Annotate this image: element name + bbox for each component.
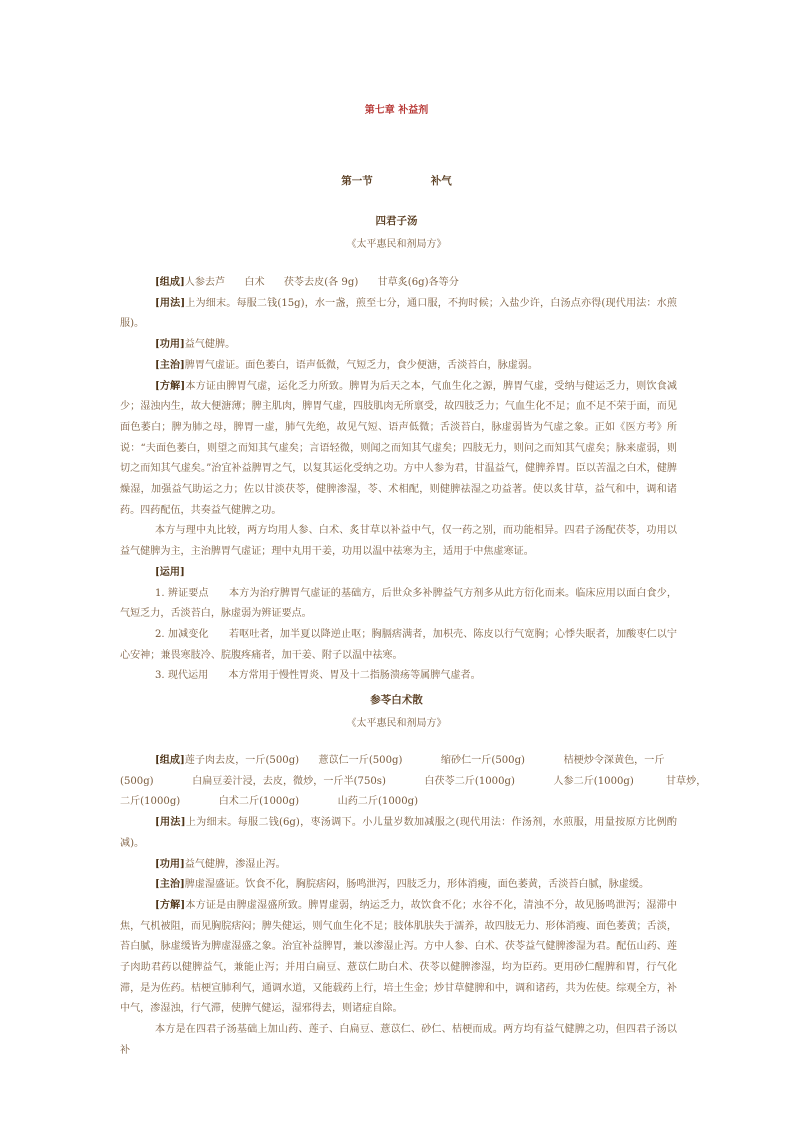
function-text: 益气健脾。	[184, 339, 236, 351]
analysis-text: 本方证由脾胃气虚，运化乏力所致。脾胃为后天之本，气血生化之源，脾胃气虚，受纳与健运乏力，则饮食减少；湿浊内生，故大便溏薄；脾主肌肉，脾胃气虚，四肢肌肉无所禀受，故四肢乏力；气血生化不足；血不足不荣于面，而见面色萎白；脾为肺之母，脾胃一虚，肺气先绝，故见气短、语声低微；舌淡苔白，脉虚弱皆为气虚之象。正如《医方考》所说：“夫面色萎白，则望之而知其气虚矣；言语轻微，则闻之而知其气虚矣；四肢无力，则问之而知其气虚矣；脉来虚弱，则切之而知其气虚矣。”治宜补益脾胃之气，以复其运化受纳之功。方中人参为君，甘温益气，健脾养胃。臣以苦温之白术，健脾燥湿，加强益气助运之力；佐以甘淡茯苓，健脾渗湿，苓、术相配，则健脾祛湿之功益著。使以炙甘草，益气和中，调和诸药。四药配伍，共奏益气健脾之功。	[120, 380, 677, 516]
formula-title: 参苓白术散	[370, 694, 423, 706]
analysis	[120, 377, 677, 522]
composition-text: 人参去芦 白术 茯苓去皮(各 9g) 甘草炙(6g)各等分	[184, 277, 459, 288]
chapter-title: 第七章 补益剂	[364, 105, 429, 116]
formula-source: 《太平惠民和剂局方》	[346, 239, 447, 250]
indication-text: 脾胃气虚证。面色萎白，语声低微，气短乏力，食少便溏，舌淡苔白，脉虚弱。	[184, 359, 539, 371]
application-head: 2. 加减变化	[155, 628, 209, 640]
indication-label: [主治]	[155, 879, 185, 891]
section-name: 补气	[430, 175, 452, 187]
composition-label: [组成]	[155, 277, 185, 288]
application-label-text: [运用]	[155, 566, 185, 578]
usage-label: [用法]	[155, 297, 186, 309]
section-heading	[0, 173, 793, 188]
composition-text: 莲子肉去皮，一斤(500g) 薏苡仁一斤(500g) 缩砂仁一斤(500g) 桔梗炒令深黄色，一斤	[184, 755, 665, 766]
indication-text: 脾虚湿盛证。饮食不化，胸脘痞闷，肠鸣泄泻，四肢乏力，形体消瘦，面色萎黄，舌淡苔白腻，脉虚缓。	[184, 879, 650, 891]
composition-line: (500g) 白扁豆姜汁浸，去皮，微炒，一斤半(750s) 白茯苓二斤(1000g) 人参二斤(1000g) 甘草炒，	[120, 775, 707, 787]
application-head: 3. 现代运用	[155, 670, 209, 682]
indication-label: [主治]	[155, 359, 185, 371]
application-text: 本方为治疗脾胃气虚证的基础方，后世众多补脾益气方剂多从此方衍化而来。临床应用以面白食少，气短乏力，舌淡苔白，脉虚弱为辨证要点。	[120, 587, 677, 620]
section-number: 第一节	[341, 175, 373, 187]
indication	[120, 875, 677, 896]
function-label: [功用]	[155, 339, 185, 351]
application-item	[120, 584, 677, 625]
formula-source: 《太平惠民和剂局方》	[346, 718, 447, 729]
usage-text: 上为细末。每服二钱(6g)，枣汤调下。小儿量岁数加减服之(现代用法：作汤剂，水煎服，用量按原方比例酌减)。	[120, 817, 677, 849]
usage-text: 上为细末。每服二钱(15g)，水一盏，煎至七分，通口服，不拘时候；入盐少许，白汤点亦得(现代用法：水煎服)。	[120, 297, 677, 330]
composition-label: [组成]	[155, 755, 185, 766]
analysis-label: [方解]	[155, 380, 186, 392]
formula1-body	[120, 273, 677, 687]
analysis	[120, 896, 677, 1020]
analysis-text: 本方证是由脾虚湿盛所致。脾胃虚弱，纳运乏力，故饮食不化；水谷不化，清浊不分，故见肠鸣泄泻；湿滞中焦，气机被阻，而见胸脘痞闷；脾失健运，则气血生化不足；肢体肌肤失于濡养，故四肢无力、形体消瘦、面色萎黄；舌淡，苔白腻，脉虚缓皆为脾虚湿盛之象。治宜补益脾胃，兼以渗湿止泻。方中人参、白术、茯苓益气健脾渗湿为君。配伍山药、莲子肉助君药以健脾益气，兼能止泻；并用白扁豆、薏苡仁助白术、茯苓以健脾渗湿，均为臣药。更用砂仁醒脾和胃，行气化滞，是为佐药。桔梗宣肺利气，通调水道，又能载药上行，培土生金；炒甘草健脾和中，调和诸药，共为佐使。综观全方，补中气，渗湿浊，行气滞，使脾气健运，湿邪得去，则诸症自除。	[120, 899, 677, 1015]
function-text: 益气健脾，渗湿止泻。	[184, 858, 286, 870]
formula2-body	[120, 751, 707, 1062]
application-text: 若呕吐者，加半夏以降逆止呕；胸膈痞满者，加枳壳、陈皮以行气宽胸；心悸失眠者，加酸枣仁以宁心安神；兼畏寒肢冷、脘腹疼痛者，加干姜、附子以温中祛寒。	[120, 628, 677, 661]
composition	[120, 751, 677, 772]
application-item	[120, 666, 677, 687]
usage	[120, 294, 677, 335]
application-item	[120, 625, 677, 666]
function-label: [功用]	[155, 858, 185, 870]
application-label	[120, 563, 677, 584]
formula-title: 四君子汤	[375, 215, 418, 227]
indication	[120, 356, 677, 377]
analysis-label: [方解]	[155, 899, 186, 911]
function	[120, 335, 677, 356]
composition-line: 二斤(1000g) 白术二斤(1000g) 山药二斤(1000g)	[120, 796, 419, 808]
function	[120, 855, 677, 876]
comparison: 本方与理中丸比较，两方均用人参、白术、炙甘草以补益中气，仅一药之别，而功能相异。四君子汤配茯苓，功用以益气健脾为主，主治脾胃气虚证；理中丸用干姜，功用以温中祛寒为主，适用于中焦虚寒证。	[120, 525, 677, 558]
composition	[120, 273, 677, 294]
application-text: 本方常用于慢性胃炎、胃及十二指肠溃疡等属脾气虚者。	[228, 670, 481, 682]
usage	[120, 813, 677, 854]
usage-label: [用法]	[155, 817, 186, 829]
comparison: 本方是在四君子汤基础上加山药、莲子、白扁豆、薏苡仁、砂仁、桔梗而成。两方均有益气健脾之功，但四君子汤以补	[120, 1024, 677, 1056]
application-head: 1. 辨证要点	[155, 587, 209, 599]
